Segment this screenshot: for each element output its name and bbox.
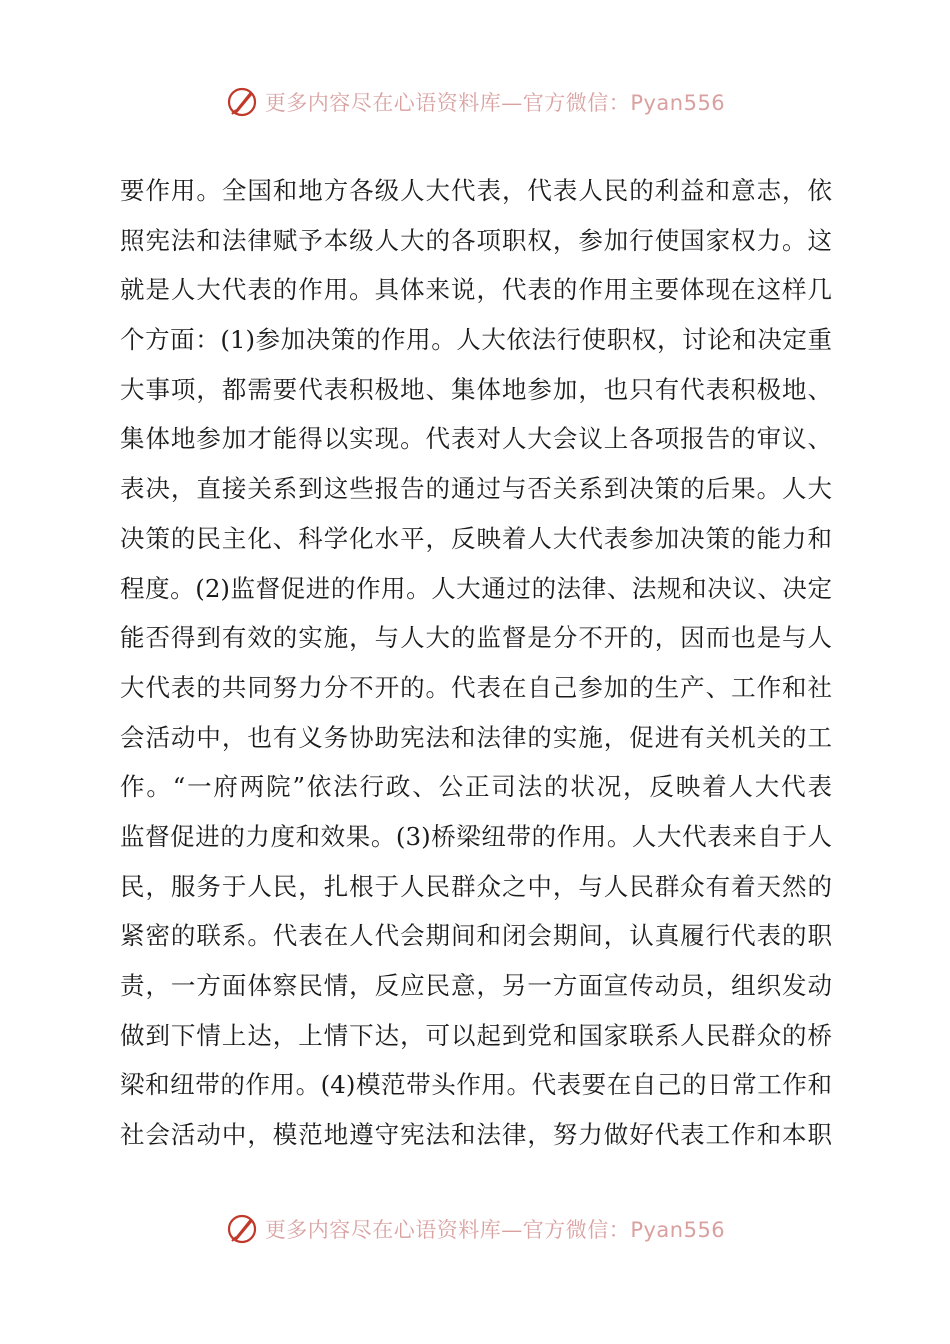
- body-line: 程度。(2)监督促进的作用。人大通过的法律、法规和决议、决定: [120, 573, 832, 603]
- body-line: 大事项，都需要代表积极地、集体地参加，也只有代表积极地、: [120, 374, 832, 404]
- quill-logo-icon: [225, 1212, 259, 1246]
- body-line: 责，一方面体察民情，反应民意，另一方面宣传动员，组织发动: [120, 971, 832, 1000]
- body-line: 照宪法和法律赋予本级人大的各项职权，参加行使国家权力。这: [120, 225, 832, 255]
- watermark-text: 更多内容尽在心语资料库—官方微信：Pyan556: [264, 91, 726, 115]
- body-line: 监督促进的力度和效果。(3)桥梁纽带的作用。人大代表来自于人: [120, 821, 832, 851]
- body-line: 作。“一府两院”依法行政、公正司法的状况，反映着人大代表: [120, 772, 832, 802]
- header-watermark: [0, 82, 950, 122]
- body-line: 表决，直接关系到这些报告的通过与否关系到决策的后果。人大: [120, 474, 832, 504]
- body-line: 紧密的联系。代表在人代会期间和闭会期间，认真履行代表的职: [120, 921, 832, 951]
- watermark-text: 更多内容尽在心语资料库—官方微信：Pyan556: [264, 1218, 726, 1242]
- body-line: 就是人大代表的作用。具体来说，代表的作用主要体现在这样几: [120, 275, 832, 305]
- body-line: 能否得到有效的实施，与人大的监督是分不开的，因而也是与人: [120, 623, 832, 653]
- body-line: 大代表的共同努力分不开的。代表在自己参加的生产、工作和社: [120, 672, 832, 702]
- body-line: 梁和纽带的作用。(4)模范带头作用。代表要在自己的日常工作和: [120, 1070, 832, 1100]
- body-line: 社会活动中，模范地遵守宪法和法律，努力做好代表工作和本职: [120, 1120, 832, 1150]
- watermark-wechat-id: Pyan556: [630, 1218, 726, 1242]
- body-line: 会活动中，也有义务协助宪法和法律的实施，促进有关机关的工: [120, 722, 832, 752]
- document-body: [120, 166, 832, 1160]
- body-line: 做到下情上达，上情下达，可以起到党和国家联系人民群众的桥: [120, 1020, 832, 1050]
- body-line: 要作用。全国和地方各级人大代表，代表人民的利益和意志，依: [120, 176, 832, 205]
- footer-watermark: [0, 1209, 950, 1249]
- body-line: 决策的民主化、科学化水平，反映着人大代表参加决策的能力和: [120, 523, 832, 553]
- body-line: 集体地参加才能得以实现。代表对人大会议上各项报告的审议、: [120, 424, 832, 454]
- body-line: 个方面：(1)参加决策的作用。人大依法行使职权，讨论和决定重: [120, 325, 832, 355]
- quill-logo-icon: [225, 85, 259, 119]
- body-line: 民，服务于人民，扎根于人民群众之中，与人民群众有着天然的: [120, 871, 832, 901]
- watermark-wechat-id: Pyan556: [630, 91, 726, 115]
